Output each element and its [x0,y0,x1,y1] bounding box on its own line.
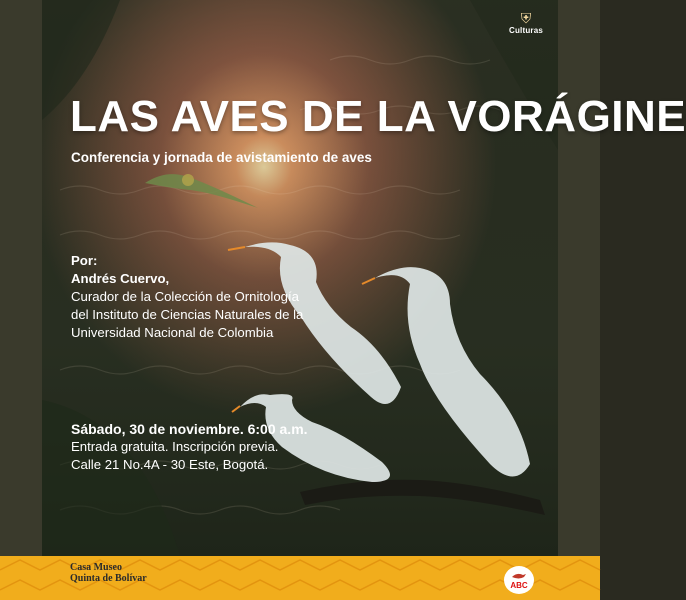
event-datetime: Sábado, 30 de noviembre. 6:00 a.m. [71,421,308,437]
speaker-role-line: Universidad Nacional de Colombia [71,325,274,340]
speaker-block [71,252,303,342]
casa-museo-logo [70,562,147,584]
speaker-role-line: Curador de la Colección de Ornitología [71,289,299,304]
bird-icon [511,571,527,581]
museum-name-line2: Quinta de Bolívar [70,573,147,584]
event-subtitle: Conferencia y jornada de avistamiento de aves [71,150,372,165]
shield-icon: ⛨ [520,10,532,26]
speaker-role-line: del Instituto de Ciencias Naturales de la [71,307,304,322]
abc-logo [504,566,534,594]
culturas-logo [504,10,548,44]
event-entry-info: Entrada gratuita. Inscripción previa. [71,439,279,454]
culturas-logo-label: Culturas [508,26,544,35]
event-address: Calle 21 No.4A - 30 Este, Bogotá. [71,457,269,472]
speaker-name: Andrés Cuervo, [71,271,170,286]
schedule-block [71,420,308,474]
event-title: LAS AVES DE LA VORÁGINE [70,92,686,141]
museum-name-line1: Casa Museo [70,562,122,573]
abc-logo-text: ABC [510,581,528,590]
speaker-by-label: Por: [71,253,98,268]
